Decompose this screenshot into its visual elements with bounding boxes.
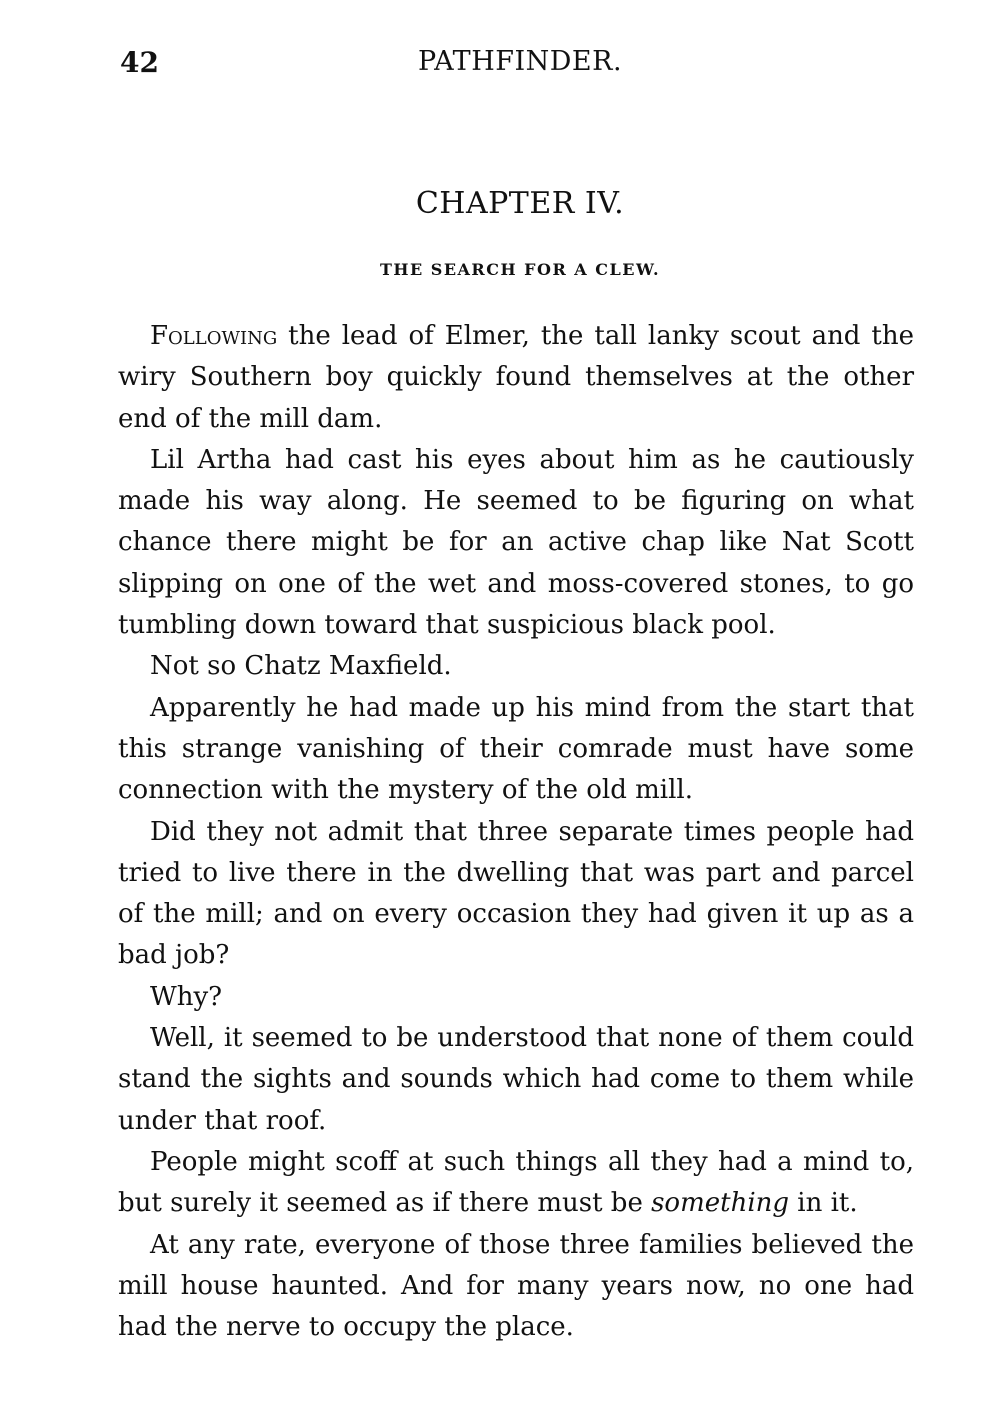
- paragraph-8-after: in it.: [789, 1188, 858, 1219]
- body-text: [118, 316, 914, 1348]
- paragraph-lead-word: Following: [150, 321, 278, 351]
- paragraph-8-emphasis: something: [651, 1188, 790, 1219]
- running-title: PATHFINDER.: [417, 46, 623, 77]
- paragraph-9: At any rate, everyone of those three families believed the mill house haunted. And for many years now, no one had had the nerve to occupy the place.: [118, 1229, 914, 1343]
- paragraph-1-text: the lead of Elmer, the tall lanky scout and the wiry Southern boy quickly found themselves at the other end of the mill dam.: [118, 321, 914, 434]
- paragraph-7: Well, it seemed to be understood that none of them could stand the sights and sounds which had come to them while under that roof.: [118, 1023, 914, 1136]
- page-header: [0, 46, 1000, 86]
- paragraph-6: Why?: [150, 981, 223, 1012]
- paragraph-2: Lil Artha had cast his eyes about him as he cautiously made his way along. He seemed to be figuring on what chance there might be for an active chap like Nat Scott slipping on one of the wet and moss-covered stones, to go tumbling down toward that suspicious black pool.: [118, 444, 914, 641]
- paragraph-1: [118, 316, 914, 440]
- paragraph-5: Did they not admit that three separate times people had tried to live there in the dwelling that was part and parcel of the mill; and on every occasion they had given it up as a bad job?: [118, 816, 914, 971]
- paragraph-8: [118, 1142, 914, 1225]
- paragraph-3: Not so Chatz Maxfield.: [150, 651, 452, 682]
- chapter-subtitle: THE SEARCH FOR A CLEW.: [379, 260, 661, 279]
- paragraph-8-before: People might scoff at such things all they had a mind to, but surely it seemed as if there must be: [118, 1146, 914, 1219]
- page-number: 42: [120, 46, 159, 79]
- chapter-title: CHAPTER IV.: [415, 186, 625, 221]
- paragraph-4: Apparently he had made up his mind from the start that this strange vanishing of their comrade must have some connection with the mystery of the old mill.: [118, 692, 914, 806]
